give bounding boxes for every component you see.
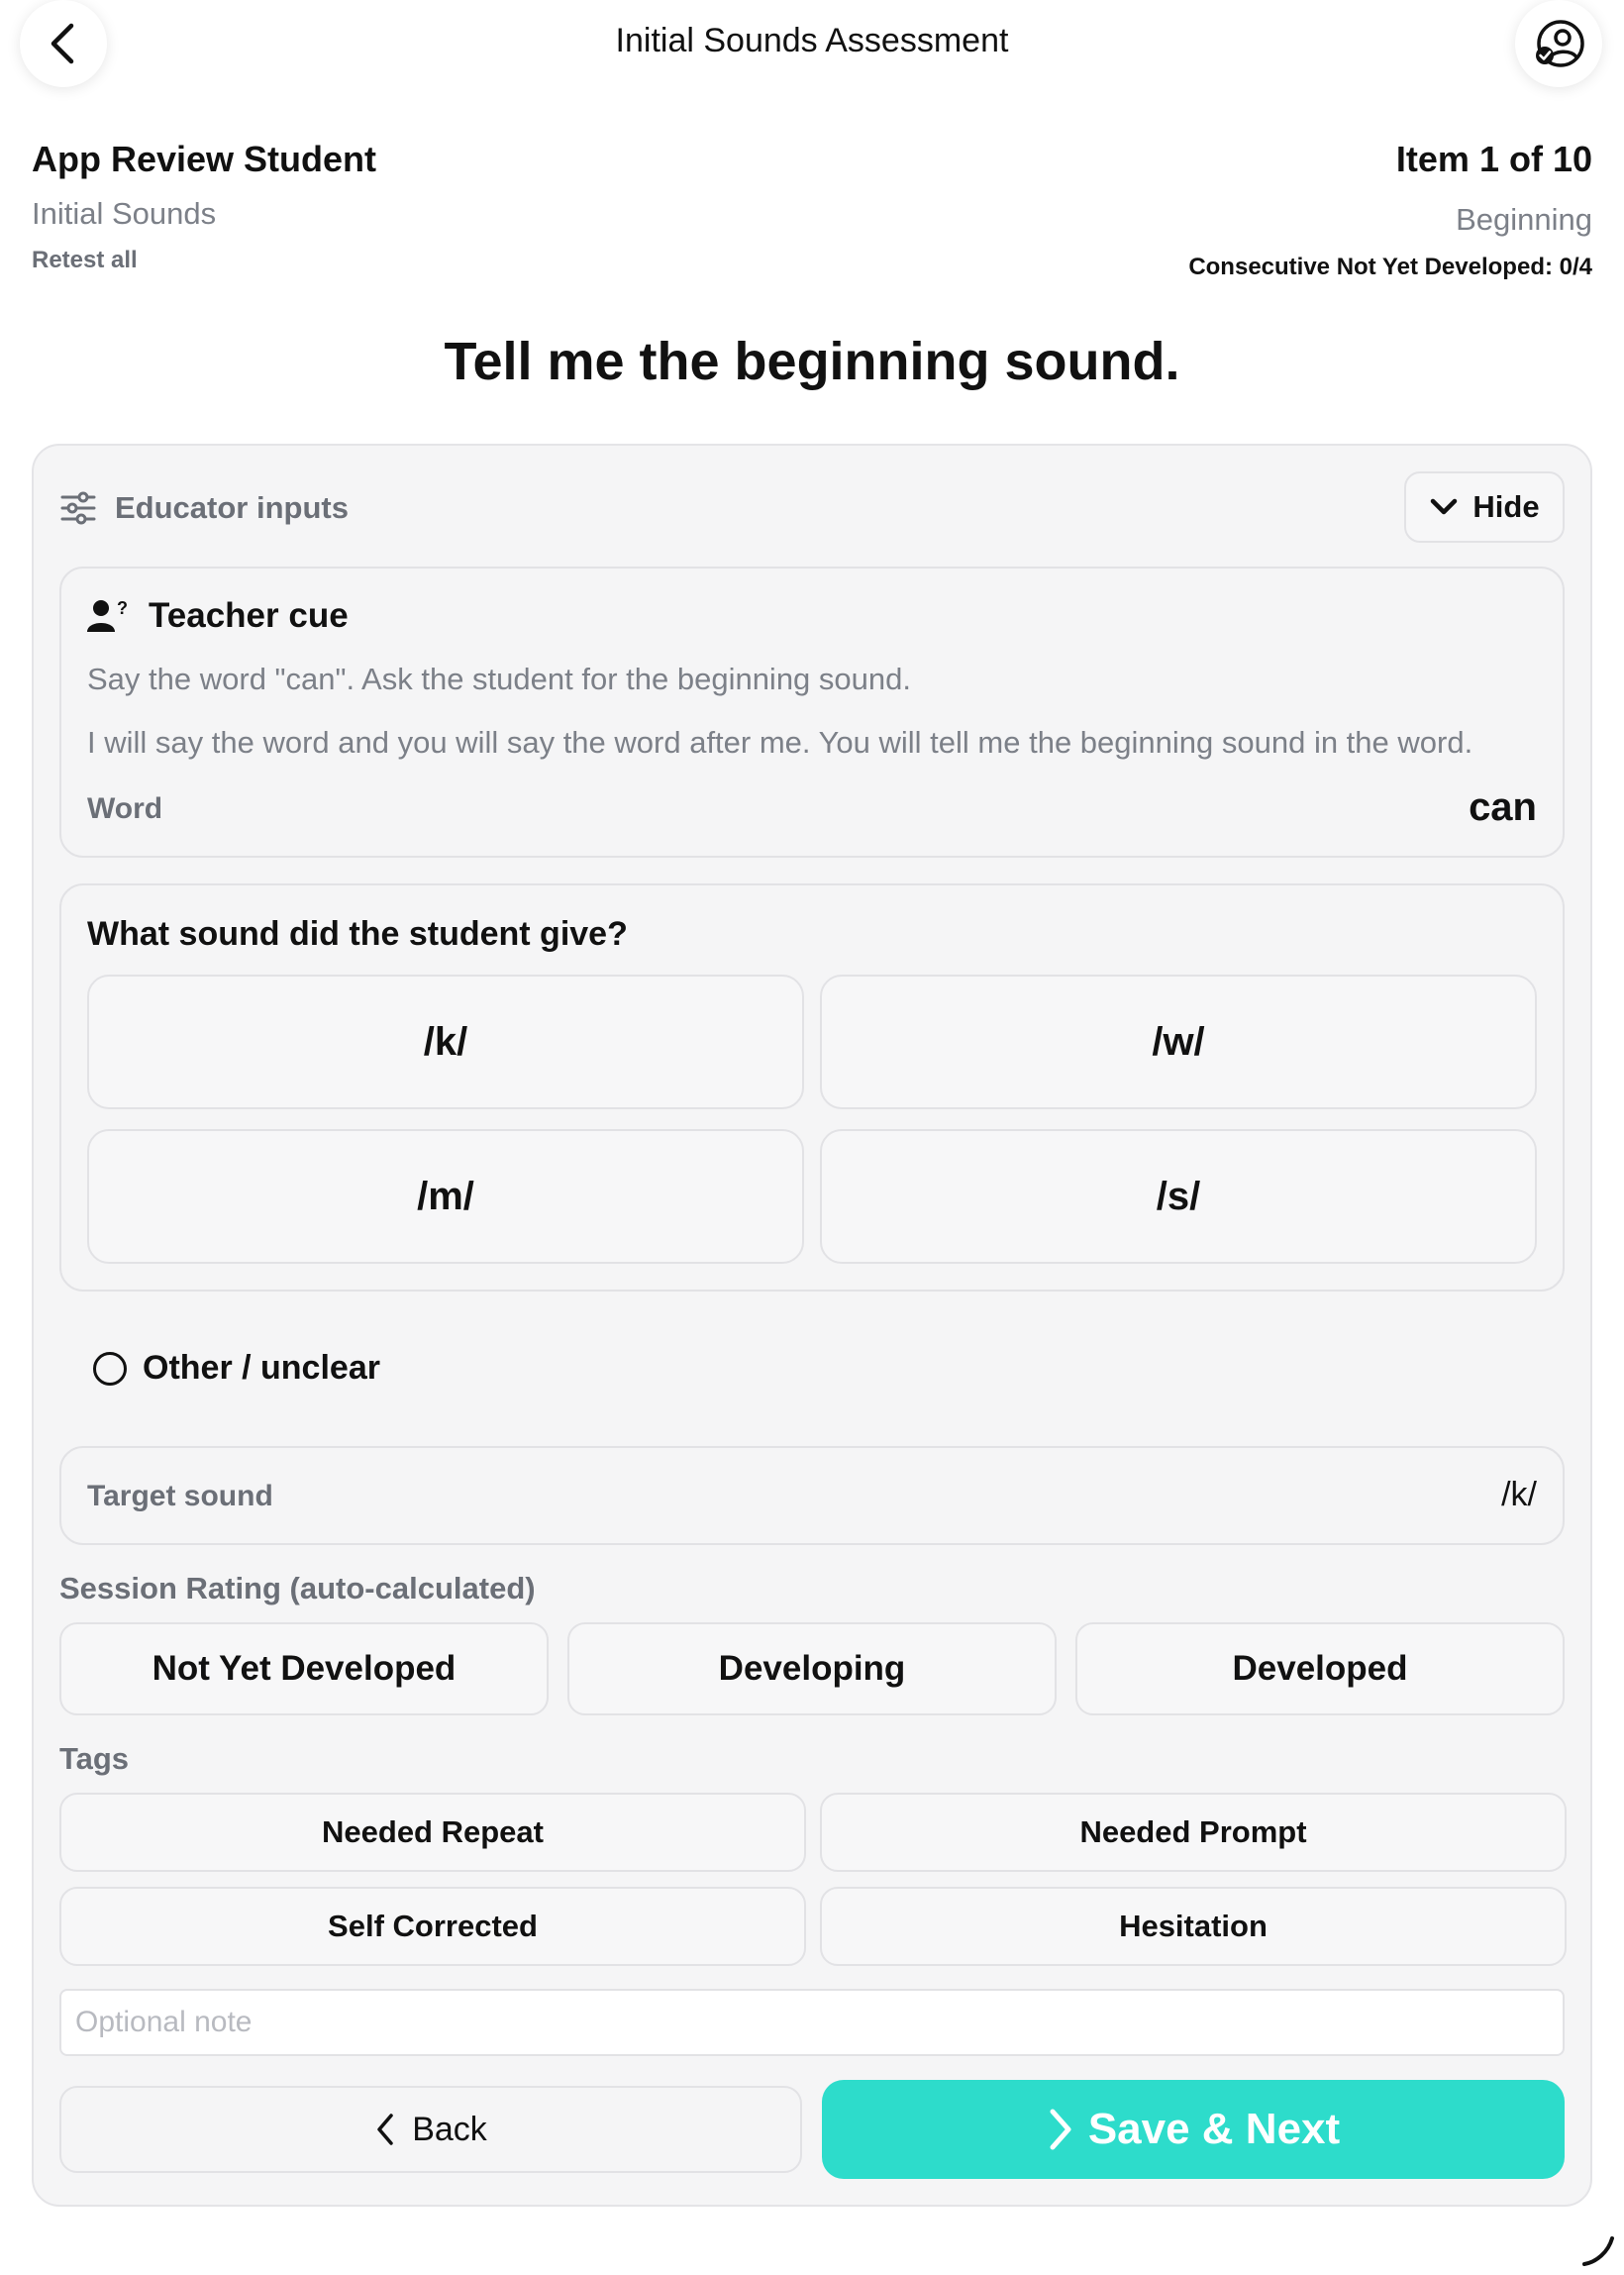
assessment-name: Initial Sounds — [32, 196, 217, 231]
other-unclear-label: Other / unclear — [143, 1349, 380, 1387]
sound-choice-k[interactable]: /k/ — [87, 975, 804, 1109]
page-title: Initial Sounds Assessment — [615, 22, 1009, 59]
chevron-down-icon — [1429, 496, 1459, 518]
tags-label: Tags — [59, 1741, 130, 1776]
profile-button[interactable] — [1515, 0, 1602, 87]
prompt-heading: Tell me the beginning sound. — [444, 332, 1180, 391]
word-label: Word — [87, 792, 163, 825]
hide-label: Hide — [1472, 489, 1540, 524]
teacher-cue-instruction: Say the word "can". Ask the student for the beginning sound. — [87, 662, 911, 696]
hide-button[interactable] — [1404, 471, 1565, 543]
teacher-cue-header — [87, 596, 349, 636]
teacher-cue-script: I will say the word and you will say the word after me. You will tell me the beginning sound in the word. — [87, 725, 1473, 760]
teacher-cue-title: Teacher cue — [149, 596, 349, 635]
resize-handle-icon[interactable] — [1578, 2230, 1618, 2270]
tag-needed-prompt[interactable]: Needed Prompt — [820, 1793, 1567, 1872]
word-value: can — [1469, 785, 1537, 829]
back-button[interactable] — [59, 2086, 802, 2173]
retest-all-link[interactable]: Retest all — [32, 247, 138, 273]
svg-text:?: ? — [117, 598, 128, 618]
chevron-left-icon — [374, 2113, 396, 2146]
rating-developed[interactable]: Developed — [1075, 1622, 1565, 1715]
educator-inputs-header — [59, 488, 349, 528]
session-rating-label: Session Rating (auto-calculated) — [59, 1571, 536, 1605]
item-counter: Item 1 of 10 — [1395, 139, 1592, 179]
person-question-icon — [87, 598, 129, 634]
sound-choice-w[interactable]: /w/ — [820, 975, 1537, 1109]
chevron-right-icon — [1047, 2108, 1074, 2151]
student-name: App Review Student — [32, 139, 377, 179]
target-sound-card — [59, 1446, 1565, 1545]
other-unclear-option[interactable] — [93, 1349, 380, 1388]
optional-note-input[interactable] — [59, 1989, 1565, 2056]
educator-inputs-title: Educator inputs — [115, 490, 349, 525]
back-label: Back — [412, 2110, 487, 2148]
sound-choice-s[interactable]: /s/ — [820, 1129, 1537, 1264]
target-sound-label: Target sound — [87, 1480, 273, 1512]
tag-self-corrected[interactable]: Self Corrected — [59, 1887, 806, 1966]
radio-button[interactable] — [93, 1352, 127, 1386]
tag-hesitation[interactable]: Hesitation — [820, 1887, 1567, 1966]
save-next-label: Save & Next — [1087, 2105, 1341, 2153]
level-label: Beginning — [1456, 202, 1592, 237]
consecutive-counter: Consecutive Not Yet Developed: 0/4 — [1188, 254, 1592, 280]
rating-developing[interactable]: Developing — [567, 1622, 1057, 1715]
target-sound-value: /k/ — [1501, 1476, 1537, 1513]
sound-choice-m[interactable]: /m/ — [87, 1129, 804, 1264]
response-question: What sound did the student give? — [87, 915, 628, 953]
tag-needed-repeat[interactable]: Needed Repeat — [59, 1793, 806, 1872]
rating-not-yet-developed[interactable]: Not Yet Developed — [59, 1622, 549, 1715]
top-bar — [0, 0, 1624, 91]
sliders-icon — [59, 491, 97, 525]
user-switch-icon — [1531, 16, 1586, 71]
save-next-button[interactable] — [822, 2080, 1565, 2179]
